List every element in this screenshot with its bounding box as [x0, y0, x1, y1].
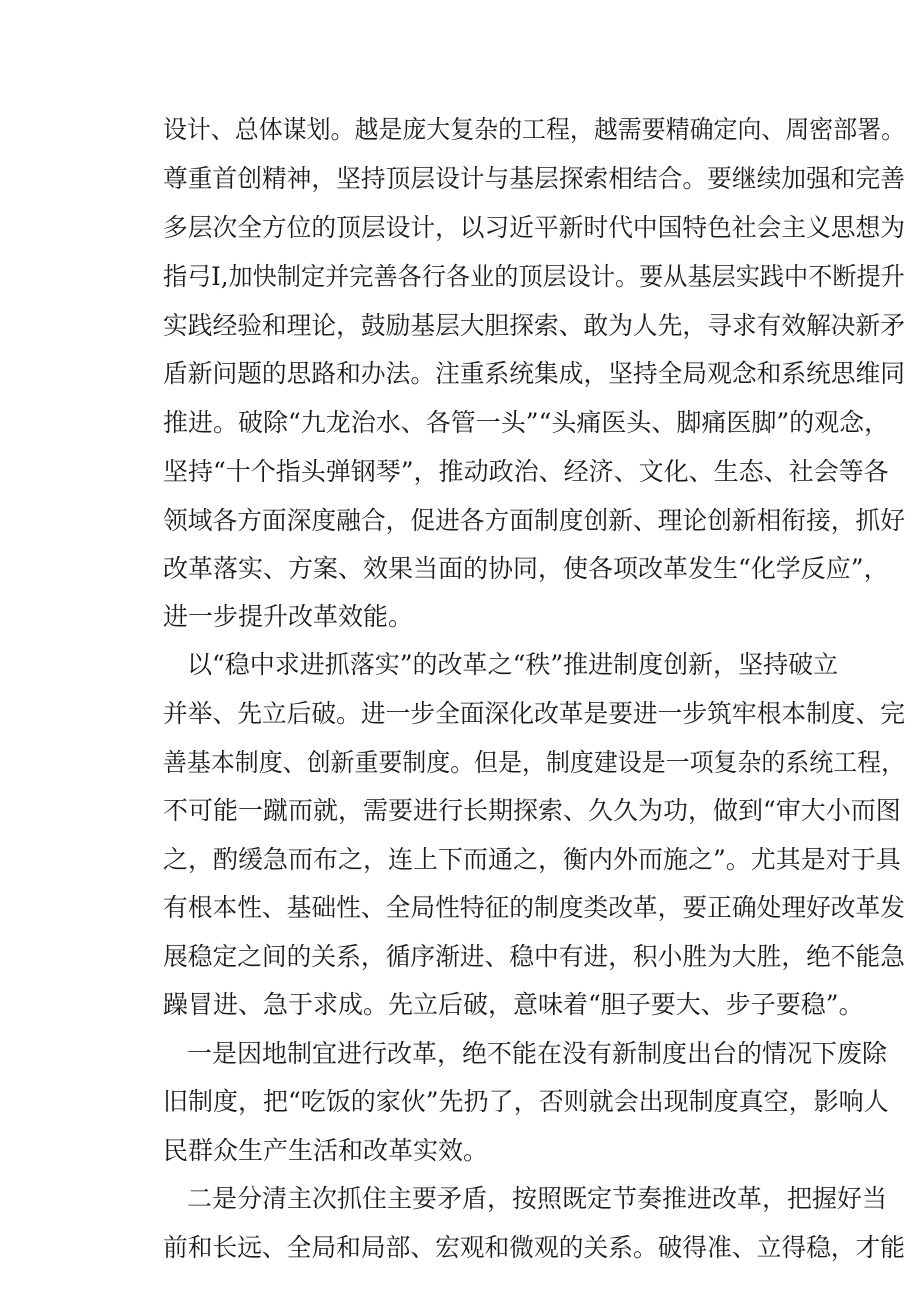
text-line: 不可能一蹴而就，需要进行长期探索、久久为功，做到“审大小而图 — [163, 796, 901, 825]
text-line: 躁冒进、急于求成。先立后破，意味着“胆子要大、步子要稳”。 — [163, 990, 864, 1019]
text-line: 盾新问题的思路和办法。注重系统集成，坚持全局观念和系统思维同 — [163, 359, 906, 388]
text-line: 进一步提升改革效能。 — [163, 602, 414, 631]
text-line: 展稳定之间的关系，循序渐进、稳中有进，积小胜为大胜，绝不能急 — [163, 942, 906, 971]
text-line: 善基本制度、创新重要制度。但是，制度建设是一项复杂的系统工程， — [163, 748, 906, 777]
text-line: 之，酌缓急而布之，连上下而通之，衡内外而施之”。尤其是对于具 — [163, 845, 901, 874]
text-line: 推进。破除“九龙治水、各管一头”“头痛医头、脚痛医脚”的观念， — [163, 408, 890, 437]
text-line: 坚持“十个指头弹钢琴”，推动政治、经济、文化、生态、社会等各 — [163, 457, 889, 486]
text-line: 实践经验和理论，鼓励基层大胆探索、敢为人先，寻求有效解决新矛 — [163, 311, 906, 340]
text-line: 有根本性、基础性、全局性特征的制度类改革，要正确处理好改革发 — [163, 893, 906, 922]
text-line: 尊重首创精神，坚持顶层设计与基层探索相结合。要继续加强和完善 — [163, 164, 906, 193]
text-line: 旧制度，把“吃饭的家伙”先扔了，否则就会出现制度真空，影响人 — [163, 1087, 889, 1116]
text-line: 设计、总体谋划。越是庞大复杂的工程，越需要精确定向、周密部署。 — [163, 115, 906, 144]
text-line: 二是分清主次抓住主要矛盾，按照既定节奏推进改革，把握好当 — [187, 1184, 888, 1213]
text-line: 并举、先立后破。进一步全面深化改革是要进一步筑牢根本制度、完 — [163, 699, 906, 728]
text-line: 民群众生产生活和改革实效。 — [163, 1136, 489, 1165]
text-line: 前和长远、全局和局部、宏观和微观的关系。破得准、立得稳，才能 — [163, 1233, 906, 1262]
text-line: 指弓I,加快制定并完善各行各业的顶层设计。要从基层实践中不断提升 — [163, 262, 905, 291]
text-line: 领域各方面深度融合，促进各方面制度创新、理论创新相衔接，抓好 — [163, 506, 906, 535]
text-line: 改革落实、方案、效果当面的协同，使各项改革发生“化学反应”， — [163, 554, 889, 583]
text-line: 以“稳中求进抓落实”的改革之“秩”推进制度创新，坚持破立 — [187, 650, 839, 679]
text-line: 一是因地制宜进行改革，绝不能在没有新制度出台的情况下废除 — [187, 1039, 888, 1068]
text-line: 多层次全方位的顶层设计，以习近平新时代中国特色社会主义思想为 — [163, 213, 906, 242]
